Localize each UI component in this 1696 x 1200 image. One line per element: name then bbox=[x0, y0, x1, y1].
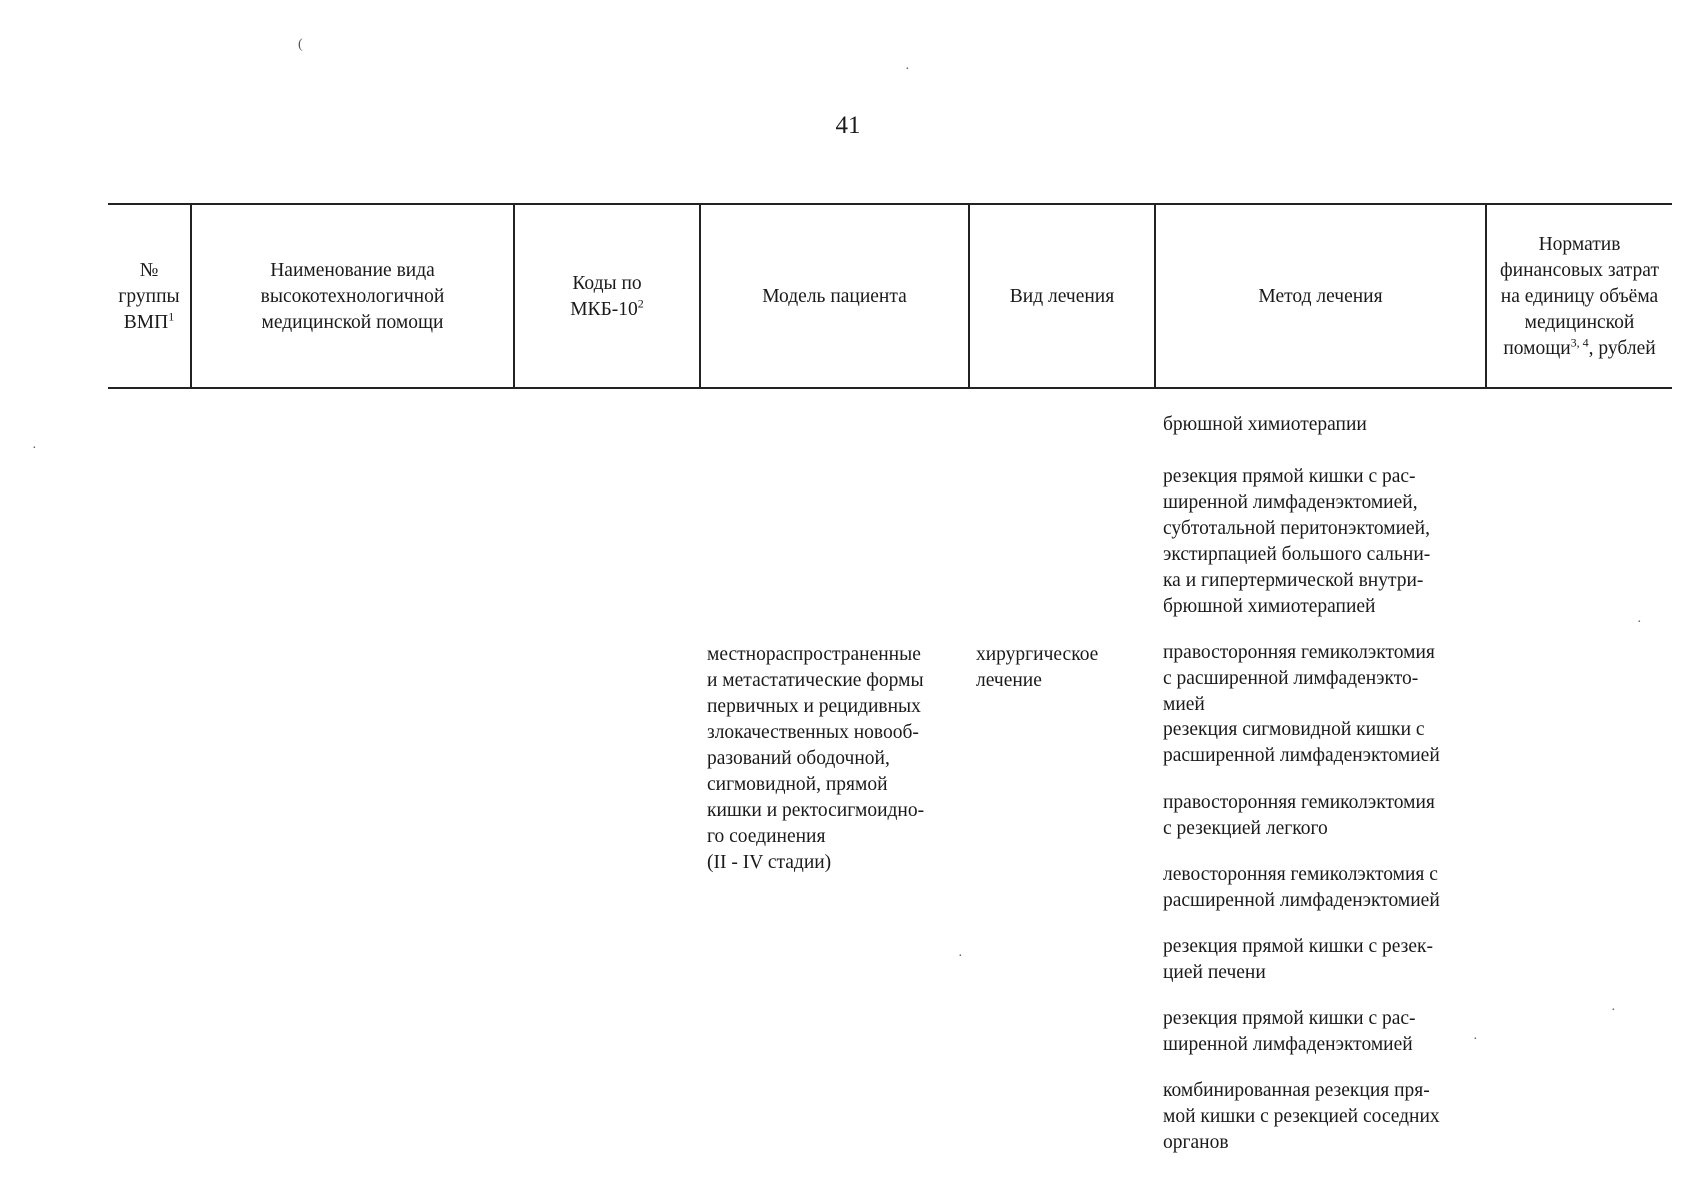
scan-speck: · bbox=[905, 62, 910, 77]
header-treatment-method bbox=[1156, 204, 1485, 389]
scan-speck: · bbox=[958, 949, 963, 964]
header-treatment-method-label: Метод лечения bbox=[1258, 285, 1383, 307]
header-patient-model bbox=[701, 204, 968, 389]
cell-patient-model: местнораспространенные и метастатические формы первичных и рецидивных злокачественных новооб- разований ободочной, сигмовидной, прямой кишки и ректосигмоидно- го соединения (II - IV стадии) bbox=[707, 644, 925, 873]
method-item: комбинированная резекция пря- мой кишки с резекцией соседних органов bbox=[1163, 1080, 1440, 1153]
footnote-marker: 3, 4 bbox=[1570, 335, 1589, 349]
header-group-number-label: № группы ВМП bbox=[118, 259, 180, 333]
method-item: резекция сигмовидной кишки с расширенной лимфаденэктомией bbox=[1163, 719, 1440, 766]
footnote-marker: 1 bbox=[168, 309, 175, 323]
method-item: правосторонняя гемиколэктомия с расширенной лимфаденэкто- мией bbox=[1163, 642, 1435, 715]
method-item: правосторонняя гемиколэктомия с резекцией легкого bbox=[1163, 792, 1435, 839]
header-cost-standard-unit: , рублей bbox=[1588, 337, 1656, 359]
scan-speck: · bbox=[1611, 1003, 1616, 1018]
method-item: левосторонняя гемиколэктомия с расширенной лимфаденэктомией bbox=[1163, 864, 1440, 911]
header-icd-codes-label: Коды по МКБ-10 bbox=[570, 272, 642, 320]
header-care-name-label: Наименование вида высокотехнологичной медицинской помощи bbox=[260, 259, 445, 333]
header-treatment-type-label: Вид лечения bbox=[1009, 285, 1115, 307]
cell-treatment-type: хирургическое лечение bbox=[976, 644, 1099, 691]
method-item: брюшной химиотерапии bbox=[1163, 414, 1367, 435]
method-item: резекция прямой кишки с рас- ширенной лимфаденэктомией, субтотальной перитонэктомией, экстирпацией большого сальни- ка и гипертермической внутри- брюшной химиотерапией bbox=[1163, 466, 1431, 617]
method-item: резекция прямой кишки с рас- ширенной лимфаденэктомией bbox=[1163, 1008, 1416, 1055]
scan-speck: · bbox=[32, 441, 37, 456]
header-patient-model-label: Модель пациента bbox=[762, 285, 907, 307]
scan-speck: ( bbox=[298, 37, 303, 52]
scan-speck: · bbox=[1473, 1032, 1478, 1047]
header-cost-standard bbox=[1487, 204, 1672, 389]
page-number: 41 bbox=[835, 112, 861, 139]
scan-speck: · bbox=[1637, 615, 1642, 630]
header-treatment-type bbox=[970, 204, 1154, 389]
header-cost-standard-label: Норматив финансовых затрат на единицу объёма медицинской помощи bbox=[1500, 233, 1659, 359]
header-icd-codes bbox=[515, 204, 699, 389]
footnote-marker: 2 bbox=[637, 296, 644, 310]
method-item: резекция прямой кишки с резек- цией печени bbox=[1163, 936, 1433, 983]
header-group-number bbox=[108, 204, 190, 389]
header-care-name bbox=[192, 204, 513, 389]
